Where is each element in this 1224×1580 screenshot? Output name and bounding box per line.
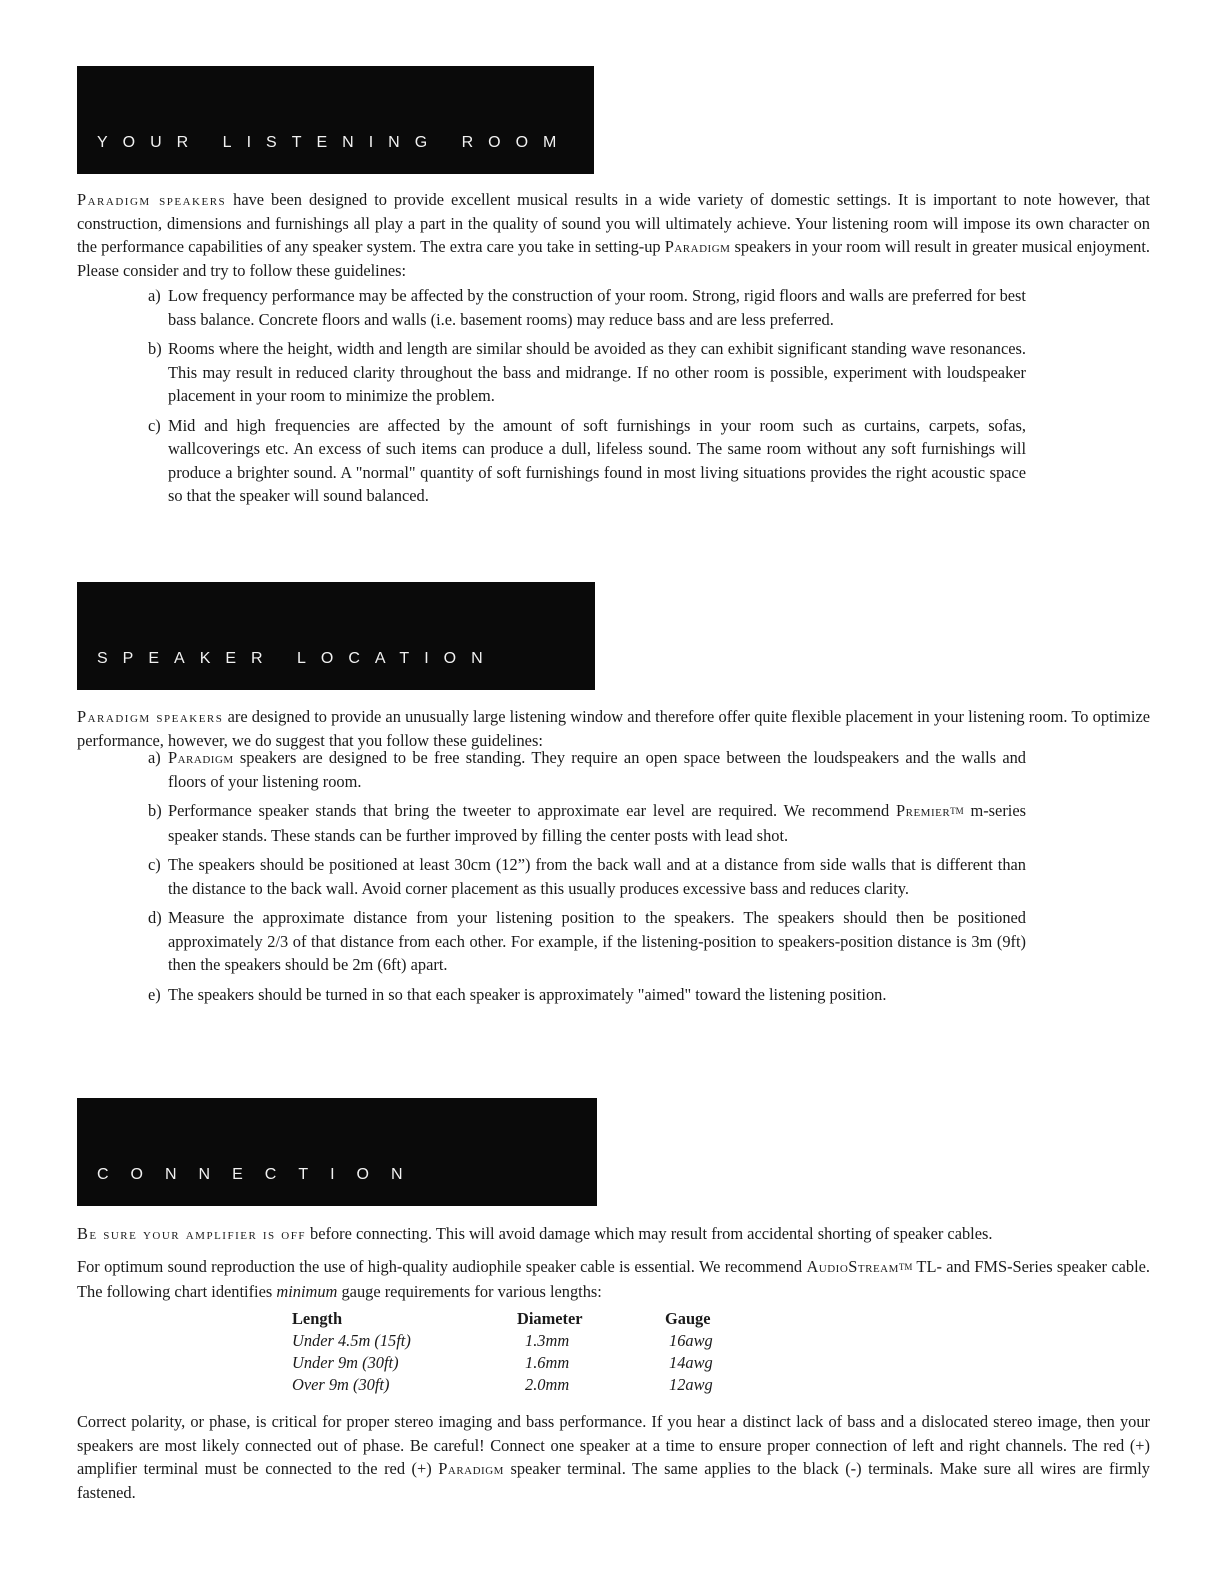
brand-name: AudioStream bbox=[806, 1257, 899, 1277]
list-text: Rooms where the height, width and length are similar should be avoided as they can exhibit significant standing wave resonances. This may result in reduced clarity throughout the bass and midrange. If no other room is possible, experiment with loudspeaker placement in your room to minimize the problem. bbox=[168, 339, 1026, 405]
section-header-listening-room bbox=[77, 66, 594, 174]
list-marker: b) bbox=[148, 339, 162, 358]
brand-name: Premier bbox=[896, 801, 951, 820]
table-header-row bbox=[292, 1308, 749, 1330]
table-row bbox=[292, 1352, 749, 1374]
cable-gauge-table bbox=[292, 1308, 749, 1396]
list-marker: c) bbox=[148, 415, 161, 435]
polarity-text: Correct polarity, or phase, is critical for proper stereo imaging and bass performance. If you hear a distinct lack of bass and a dislocated stereo image, then your speakers are most likely connected out of phase. Be careful! Connect one speaker at a time to ensure proper connection of left and right channels. The red (+) amplifier terminal must be connected to the red (+) bbox=[77, 1412, 1150, 1479]
brand-lead: Paradigm speakers bbox=[77, 707, 224, 727]
section-title: CONNECTION bbox=[97, 1166, 425, 1183]
amplifier-warning bbox=[77, 1222, 1150, 1246]
column-header: Length bbox=[292, 1309, 343, 1328]
table-cell: 16awg bbox=[669, 1331, 713, 1350]
list-text: Measure the approximate distance from your listening position to the speakers. The speakers should then be positioned approximately 2/3 of that distance from each other. For example, if the listening-position to speakers-position distance is 3m (9ft) then the speakers should be 2m (6ft) apart. bbox=[168, 908, 1026, 974]
list-marker: e) bbox=[148, 984, 161, 1004]
table-cell: Under 4.5m (15ft) bbox=[292, 1331, 411, 1350]
brand-name: Paradigm bbox=[438, 1459, 504, 1479]
warning-lead: Be sure your amplifier is off bbox=[77, 1224, 306, 1244]
list-text: Performance speaker stands that bring the tweeter to approximate ear level are required. We recommend bbox=[168, 801, 896, 820]
list-text: The speakers should be turned in so that each speaker is approximately "aimed" toward the listening position. bbox=[168, 984, 887, 1004]
section-header-speaker-location bbox=[77, 582, 595, 690]
list-item bbox=[148, 799, 1026, 847]
section-title: SPEAKER LOCATION bbox=[97, 650, 498, 667]
column-header: Gauge bbox=[665, 1309, 711, 1328]
list-item bbox=[148, 983, 1026, 1007]
listening-room-intro bbox=[77, 188, 1150, 282]
list-marker: a) bbox=[148, 286, 161, 305]
list-marker: b) bbox=[148, 801, 162, 820]
list-marker: a) bbox=[148, 748, 161, 767]
list-item bbox=[148, 746, 1026, 793]
table-row bbox=[292, 1330, 749, 1352]
column-header: Diameter bbox=[517, 1309, 583, 1328]
list-item bbox=[148, 414, 1026, 508]
intro-text: are designed to provide an unusually large listening window and therefore offer quite flexible placement in your listening room. To optimize performance, however, we do suggest that you follow these guidelines: bbox=[77, 707, 1150, 750]
listening-room-guidelines bbox=[148, 284, 1026, 514]
intro-text: have been designed to provide excellent musical results in a wide variety of domestic settings. It is important to note however, that construction, dimensions and furnishings all play a part in the quality of sound you will ultimately achieve. Your listening room will impose its own character on the performance capabilities of any speaker system. The extra care you take in setting-up bbox=[77, 190, 1150, 257]
section-header-connection bbox=[77, 1098, 597, 1206]
table-cell: 12awg bbox=[669, 1375, 713, 1394]
list-text: Mid and high frequencies are affected by the amount of soft furnishings in your room such as curtains, carpets, sofas, wallcoverings etc. An excess of such items can produce a dull, lifeless sound. The same room without any soft furnishings will produce a brighter sound. A "normal" quantity of soft furnishings found in most living situations provides the right acoustic space so that the speaker will sound balanced. bbox=[168, 415, 1026, 505]
speaker-location-guidelines bbox=[148, 746, 1026, 1012]
emphasis: minimum bbox=[276, 1281, 338, 1301]
trademark: TM bbox=[898, 1262, 913, 1273]
list-marker: d) bbox=[148, 908, 162, 927]
table-row bbox=[292, 1374, 749, 1396]
table-cell: 1.3mm bbox=[525, 1331, 570, 1350]
cable-recommendation bbox=[77, 1255, 1150, 1303]
polarity-paragraph bbox=[77, 1410, 1150, 1504]
table-cell: 1.6mm bbox=[525, 1353, 570, 1372]
brand-lead: Paradigm speakers bbox=[77, 190, 227, 210]
list-text: speakers are designed to be free standing. They require an open space between the loudspeakers and the walls and floors of your listening room. bbox=[168, 748, 1026, 791]
brand-name: Paradigm bbox=[168, 748, 234, 767]
list-text: m-series speaker stands. These stands can be further improved by filling the center posts with lead shot. bbox=[168, 801, 1027, 845]
table-cell: 2.0mm bbox=[525, 1375, 570, 1394]
table-cell: 14awg bbox=[669, 1353, 713, 1372]
warning-text: before connecting. This will avoid damage which may result from accidental shorting of speaker cables. bbox=[305, 1224, 993, 1244]
cable-text: TL- and FMS-Series speaker cable. The following chart identifies bbox=[77, 1257, 1150, 1301]
table-cell: Over 9m (30ft) bbox=[292, 1375, 390, 1394]
list-item bbox=[148, 906, 1026, 977]
intro-text: speakers in your room will result in greater musical enjoyment. Please consider and try to follow these guidelines: bbox=[77, 237, 1150, 280]
table-cell: Under 9m (30ft) bbox=[292, 1353, 399, 1372]
list-text: Low frequency performance may be affected by the construction of your room. Strong, rigid floors and walls are preferred for best bass balance. Concrete floors and walls (i.e. basement rooms) may reduce bass and are less preferred. bbox=[168, 286, 1026, 329]
polarity-text: speaker terminal. The same applies to the black (-) terminals. Make sure all wires are firmly fastened. bbox=[77, 1459, 1150, 1502]
list-item bbox=[148, 853, 1026, 900]
section-title: YOUR LISTENING ROOM bbox=[97, 134, 572, 151]
brand-name: Paradigm bbox=[664, 237, 731, 257]
list-text: The speakers should be positioned at least 30cm (12”) from the back wall and at a distance from side walls that is different than the distance to the back wall. Avoid corner placement as this usually produces excessive bass and reduces clarity. bbox=[168, 855, 1026, 898]
trademark: TM bbox=[950, 806, 964, 816]
cable-text: gauge requirements for various lengths: bbox=[337, 1281, 602, 1301]
list-item bbox=[148, 337, 1026, 408]
list-marker: c) bbox=[148, 855, 161, 874]
list-item bbox=[148, 284, 1026, 331]
cable-text: For optimum sound reproduction the use of high-quality audiophile speaker cable is essential. We recommend bbox=[77, 1257, 807, 1277]
